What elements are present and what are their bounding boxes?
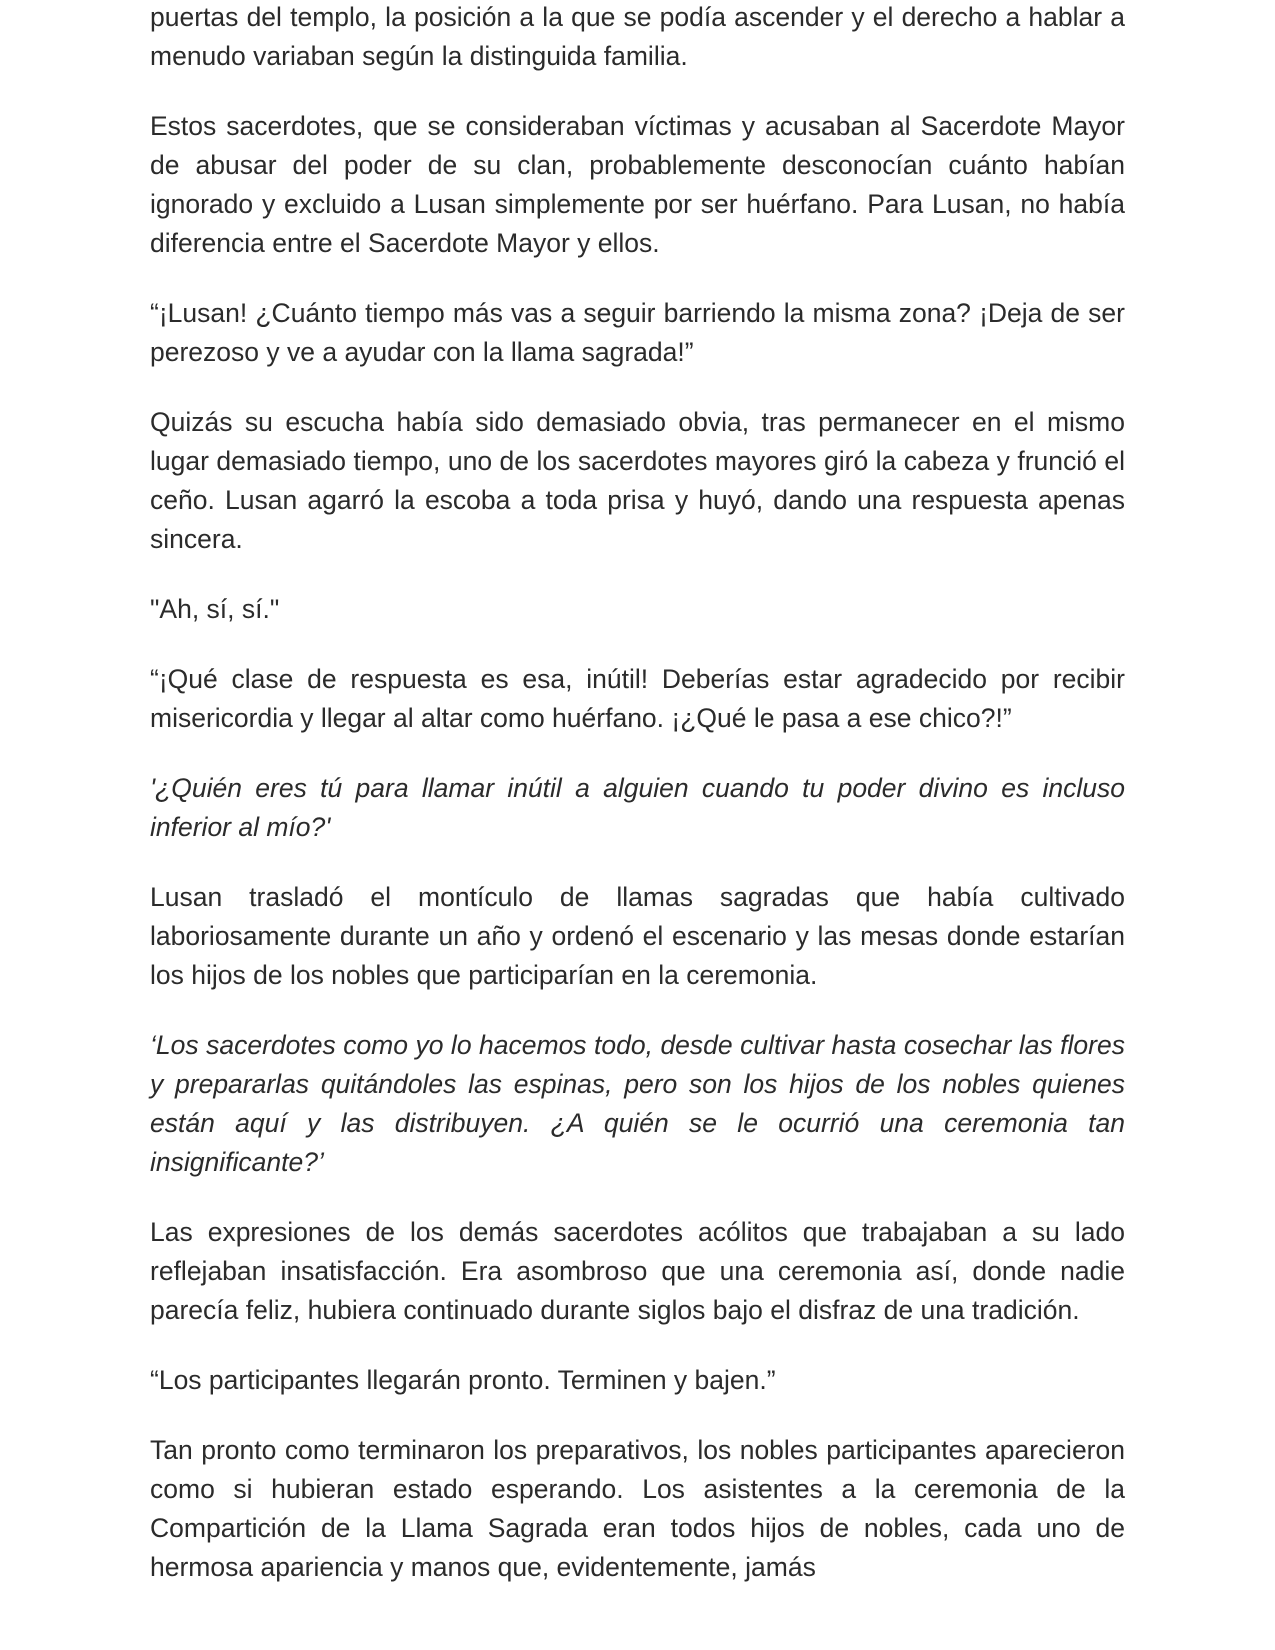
- paragraph: Quizás su escucha había sido demasiado obvia, tras permanecer en el mismo lugar demasiado tiempo, uno de los sacerdotes mayores giró la cabeza y frunció el ceño. Lusan agarró la escoba a toda prisa y huyó, dando una respuesta apenas sincera.: [150, 407, 1125, 554]
- paragraph-thought: ‘Los sacerdotes como yo lo hacemos todo, desde cultivar hasta cosechar las flores y prepararlas quitándoles las espinas, pero son los hijos de los nobles quienes están aquí y las distribuyen. ¿A quién se le ocurrió una ceremonia tan insignificante?’: [150, 1030, 1125, 1177]
- paragraph: “¡Qué clase de respuesta es esa, inútil! Deberías estar agradecido por recibir misericordia y llegar al altar como huérfano. ¡¿Qué le pasa a ese chico?!”: [150, 664, 1125, 733]
- paragraph: “¡Lusan! ¿Cuánto tiempo más vas a seguir barriendo la misma zona? ¡Deja de ser perezoso y ve a ayudar con la llama sagrada!”: [150, 298, 1125, 367]
- paragraph: "Ah, sí, sí.": [150, 594, 280, 624]
- paragraph: Estos sacerdotes, que se consideraban víctimas y acusaban al Sacerdote Mayor de abusar del poder de su clan, probablemente desconocían cuánto habían ignorado y excluido a Lusan simplemente por ser huérfano. Para Lusan, no había diferencia entre el Sacerdote Mayor y ellos.: [150, 111, 1125, 258]
- paragraph: Tan pronto como terminaron los preparativos, los nobles participantes aparecieron como si hubieran estado esperando. Los asistentes a la ceremonia de la Compartición de la Llama Sagrada eran todos hijos de nobles, cada uno de hermosa apariencia y manos que, evidentemente, jamás: [150, 1435, 1125, 1582]
- paragraph-thought: '¿Quién eres tú para llamar inútil a alguien cuando tu poder divino es incluso inferior al mío?': [150, 773, 1125, 842]
- paragraph: “Los participantes llegarán pronto. Terminen y bajen.”: [150, 1365, 776, 1395]
- paragraph: Lusan trasladó el montículo de llamas sagradas que había cultivado laboriosamente durante un año y ordenó el escenario y las mesas donde estarían los hijos de los nobles que participarían en la ceremonia.: [150, 882, 1125, 990]
- paragraph: Las expresiones de los demás sacerdotes acólitos que trabajaban a su lado reflejaban insatisfacción. Era asombroso que una ceremonia así, donde nadie parecía feliz, hubiera continuado durante siglos bajo el disfraz de una tradición.: [150, 1217, 1125, 1325]
- paragraph: puertas del templo, la posición a la que se podía ascender y el derecho a hablar a menudo variaban según la distinguida familia.: [150, 2, 1125, 71]
- document-page: [150, 0, 1125, 1618]
